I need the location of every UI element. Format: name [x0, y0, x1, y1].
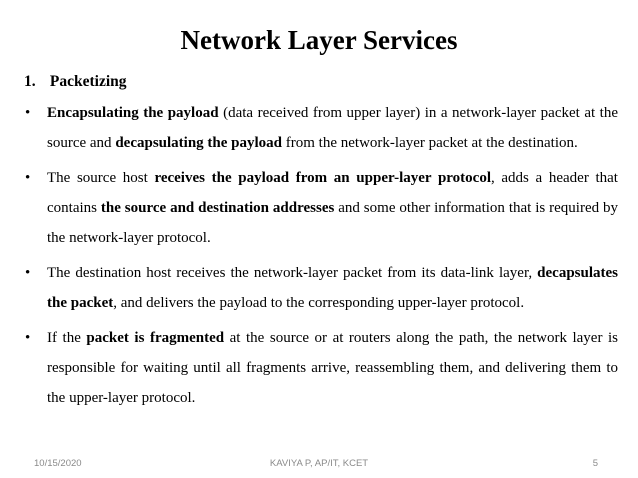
- section-number: 1.: [24, 73, 36, 90]
- plain-text: (data received from upper layer) in a network-layer packet at the source and: [47, 105, 618, 151]
- plain-text: and some other information that is required by the network-layer protocol.: [47, 200, 619, 246]
- bullet-list: [20, 98, 618, 418]
- plain-text: The destination host receives the network-layer packet from its data-link layer,: [47, 265, 538, 281]
- bold-text: packet is fragmented: [86, 330, 225, 346]
- bold-text: receives the payload from an upper-layer protocol: [154, 170, 491, 186]
- footer-author: KAVIYA P, AP/IT, KCET: [269, 458, 369, 469]
- bullet-text: [47, 323, 618, 413]
- bullet-text: [47, 98, 618, 158]
- bullet-item: [20, 163, 618, 253]
- bullet-item: [20, 258, 618, 318]
- plain-text: , adds a header that contains: [47, 170, 618, 216]
- slide-title: Network Layer Services: [180, 25, 458, 55]
- footer-date: 10/15/2020: [34, 458, 82, 469]
- bullet-text: [47, 163, 618, 253]
- bold-text: Encapsulating the payload: [47, 105, 219, 121]
- bullet-marker: •: [25, 265, 31, 281]
- bullet-item: [20, 323, 618, 413]
- section-title: Packetizing: [49, 73, 127, 90]
- bullet-marker: •: [25, 170, 31, 186]
- bold-text: decapsulates the packet: [47, 265, 618, 311]
- plain-text: from the network-layer packet at the destination.: [282, 135, 578, 151]
- bold-text: the source and destination addresses: [100, 200, 335, 216]
- plain-text: , and delivers the payload to the corresponding upper-layer protocol.: [113, 295, 525, 311]
- plain-text: at the source or at routers along the path, the network layer is responsible for waiting until all fragments arrive, reassembling them, and delivering them to the upper-layer protocol.: [47, 330, 618, 406]
- bold-text: decapsulating the payload: [115, 135, 283, 151]
- bullet-text: [47, 258, 618, 318]
- bullet-marker: •: [25, 330, 31, 346]
- section-heading: [24, 72, 127, 92]
- page-number: 5: [592, 458, 598, 469]
- plain-text: The source host: [47, 170, 155, 186]
- plain-text: If the: [47, 330, 87, 346]
- bullet-marker: •: [25, 105, 31, 121]
- bullet-item: [20, 98, 618, 158]
